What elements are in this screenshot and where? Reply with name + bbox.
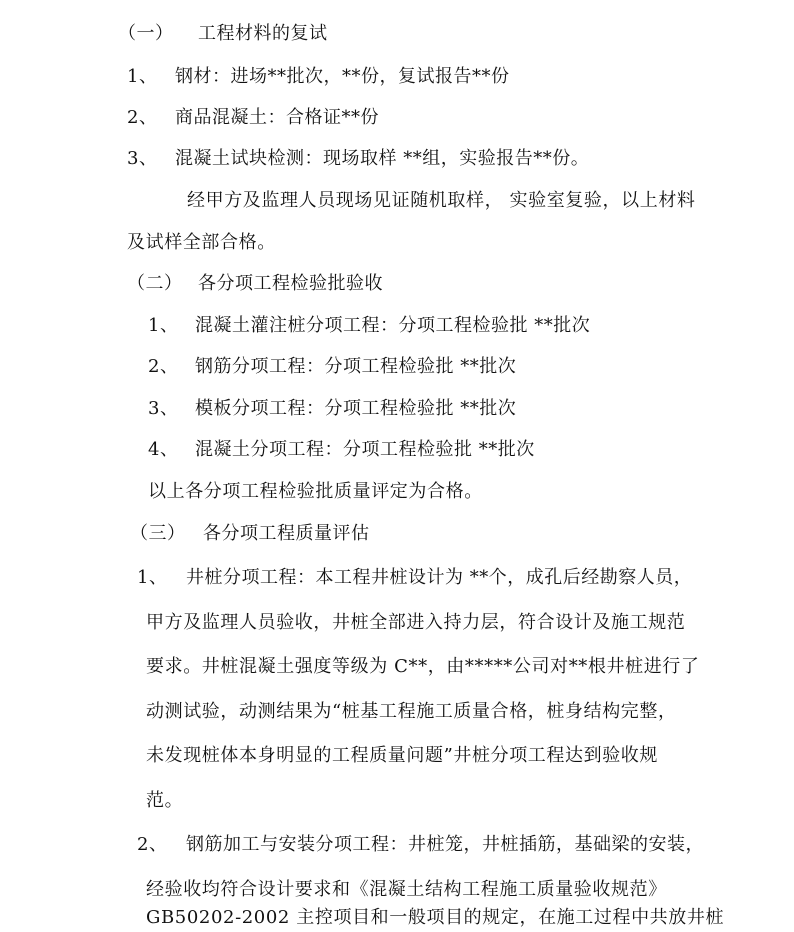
section-3-number: （三） (130, 523, 186, 544)
item-text: 钢材：进场**批次，**份，复试报告**份 (175, 66, 510, 87)
item-text: 钢筋加工与安装分项工程：井桩笼，井桩插筋，基础梁的安装， (186, 834, 704, 855)
section-3-item-1-line: 甲方及监理人员验收，井桩全部进入持力层，符合设计及施工规范 (146, 612, 686, 633)
section-3-item-2-line: GB50202-2002 主控项目和一般项目的规定，在施工过程中共放井桩 (146, 907, 725, 928)
section-3-item-2-line: 经验收均符合设计要求和《混凝土结构工程施工质量验收规范》 (146, 879, 667, 900)
section-3-item-1-line: 未发现桩体本身明显的工程质量问题”井桩分项工程达到验收规 (146, 745, 658, 766)
item-text: 井桩分项工程：本工程井桩设计为 **个，成孔后经勘察人员， (186, 567, 693, 588)
item-number: 1、 (127, 66, 158, 87)
item-number: 1、 (148, 315, 179, 336)
section-2-summary: 以上各分项工程检验批质量评定为合格。 (148, 481, 483, 502)
section-3-item-1-line: 要求。井桩混凝土强度等级为 C**，由*****公司对**根井桩进行了 (146, 656, 700, 677)
item-number: 2、 (127, 107, 158, 128)
section-3-item-1-line: 范。 (146, 790, 184, 811)
item-number: 2、 (137, 834, 168, 855)
item-number: 1、 (137, 567, 168, 588)
item-number: 4、 (148, 439, 179, 460)
section-2-number: （二） (127, 273, 183, 294)
item-text: 模板分项工程：分项工程检验批 **批次 (195, 398, 517, 419)
section-1-summary-line-2: 及试样全部合格。 (127, 232, 276, 253)
item-text: 钢筋分项工程：分项工程检验批 **批次 (195, 356, 517, 377)
item-text: 混凝土分项工程：分项工程检验批 **批次 (195, 439, 535, 460)
section-3-item-1-line: 动测试验，动测结果为“桩基工程施工质量合格，桩身结构完整， (146, 701, 677, 722)
item-number: 3、 (148, 398, 179, 419)
item-text: 混凝土灌注桩分项工程：分项工程检验批 **批次 (195, 315, 591, 336)
section-1-summary-line-1: 经甲方及监理人员现场见证随机取样， 实验室复验，以上材料 (187, 190, 696, 211)
item-text: 商品混凝土：合格证**份 (175, 107, 379, 128)
item-number: 3、 (127, 148, 158, 169)
section-1-number: （一） (118, 23, 174, 44)
section-3-title: 各分项工程质量评估 (203, 523, 370, 544)
section-2-title: 各分项工程检验批验收 (198, 273, 383, 294)
item-text: 混凝土试块检测：现场取样 **组，实验报告**份。 (175, 148, 590, 169)
section-1-title: 工程材料的复试 (198, 23, 328, 44)
item-number: 2、 (148, 356, 179, 377)
